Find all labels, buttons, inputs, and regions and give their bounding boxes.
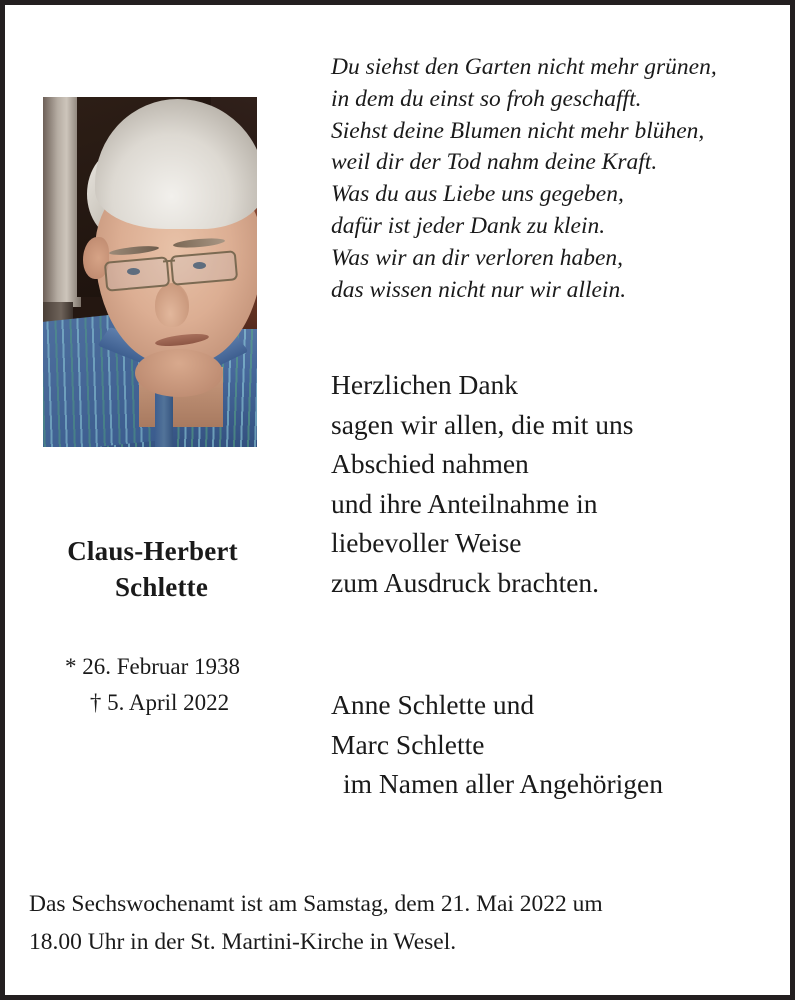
portrait-photo (43, 97, 257, 447)
photo-eyeglass-lens-right (170, 250, 238, 286)
service-line-2: 18.00 Uhr in der St. Martini-Kirche in Wesel. (29, 929, 457, 956)
thank-you-message (331, 365, 633, 603)
photo-nose (155, 283, 189, 327)
thanks-heading: Herzlichen Dank (331, 369, 519, 400)
poem-line: in dem du einst so froh geschafft. (331, 85, 642, 112)
life-dates (5, 649, 300, 720)
poem-line: dafür ist jeder Dank zu klein. (331, 213, 606, 240)
service-line-1: Das Sechswochenamt ist am Samstag, dem 21. Mai 2022 um (29, 891, 603, 917)
signature-relatives: im Namen aller Angehörigen (343, 768, 663, 800)
thanks-line: zum Ausdruck brachten. (331, 566, 600, 598)
poem-line: Was wir an dir verloren haben, (331, 244, 624, 271)
photo-doorframe-highlight (43, 97, 81, 307)
deceased-first-name: Claus-Herbert (67, 536, 238, 566)
photo-chin (135, 349, 223, 397)
poem-line: weil dir der Tod nahm deine Kraft. (331, 149, 658, 176)
death-date: † 5. April 2022 (89, 689, 230, 715)
thanks-line: sagen wir allen, die mit uns (331, 408, 634, 440)
signatory-name-2: Marc Schlette (331, 728, 485, 760)
upper-section (5, 5, 790, 831)
left-column (5, 5, 300, 831)
poem-line: Was du aus Liebe uns gegeben, (331, 181, 624, 208)
thanks-line: und ihre Anteilnahme in (331, 487, 598, 519)
right-column (300, 5, 790, 831)
deceased-name (5, 533, 300, 606)
poem-line: Siehst deine Blumen nicht mehr blühen, (331, 117, 705, 144)
photo-eyeglass-lens-left (104, 256, 170, 291)
service-announcement (29, 885, 769, 961)
memorial-poem (331, 52, 717, 307)
poem-line: das wissen nicht nur wir allein. (331, 276, 627, 303)
signature-block (331, 685, 663, 804)
signatory-name-1: Anne Schlette und (331, 689, 535, 720)
thanks-line: liebevoller Weise (331, 527, 522, 559)
birth-date: * 26. Februar 1938 (64, 654, 241, 679)
poem-line: Du siehst den Garten nicht mehr grünen, (331, 54, 717, 80)
thanks-line: Abschied nahmen (331, 448, 529, 480)
deceased-last-name: Schlette (114, 572, 209, 603)
